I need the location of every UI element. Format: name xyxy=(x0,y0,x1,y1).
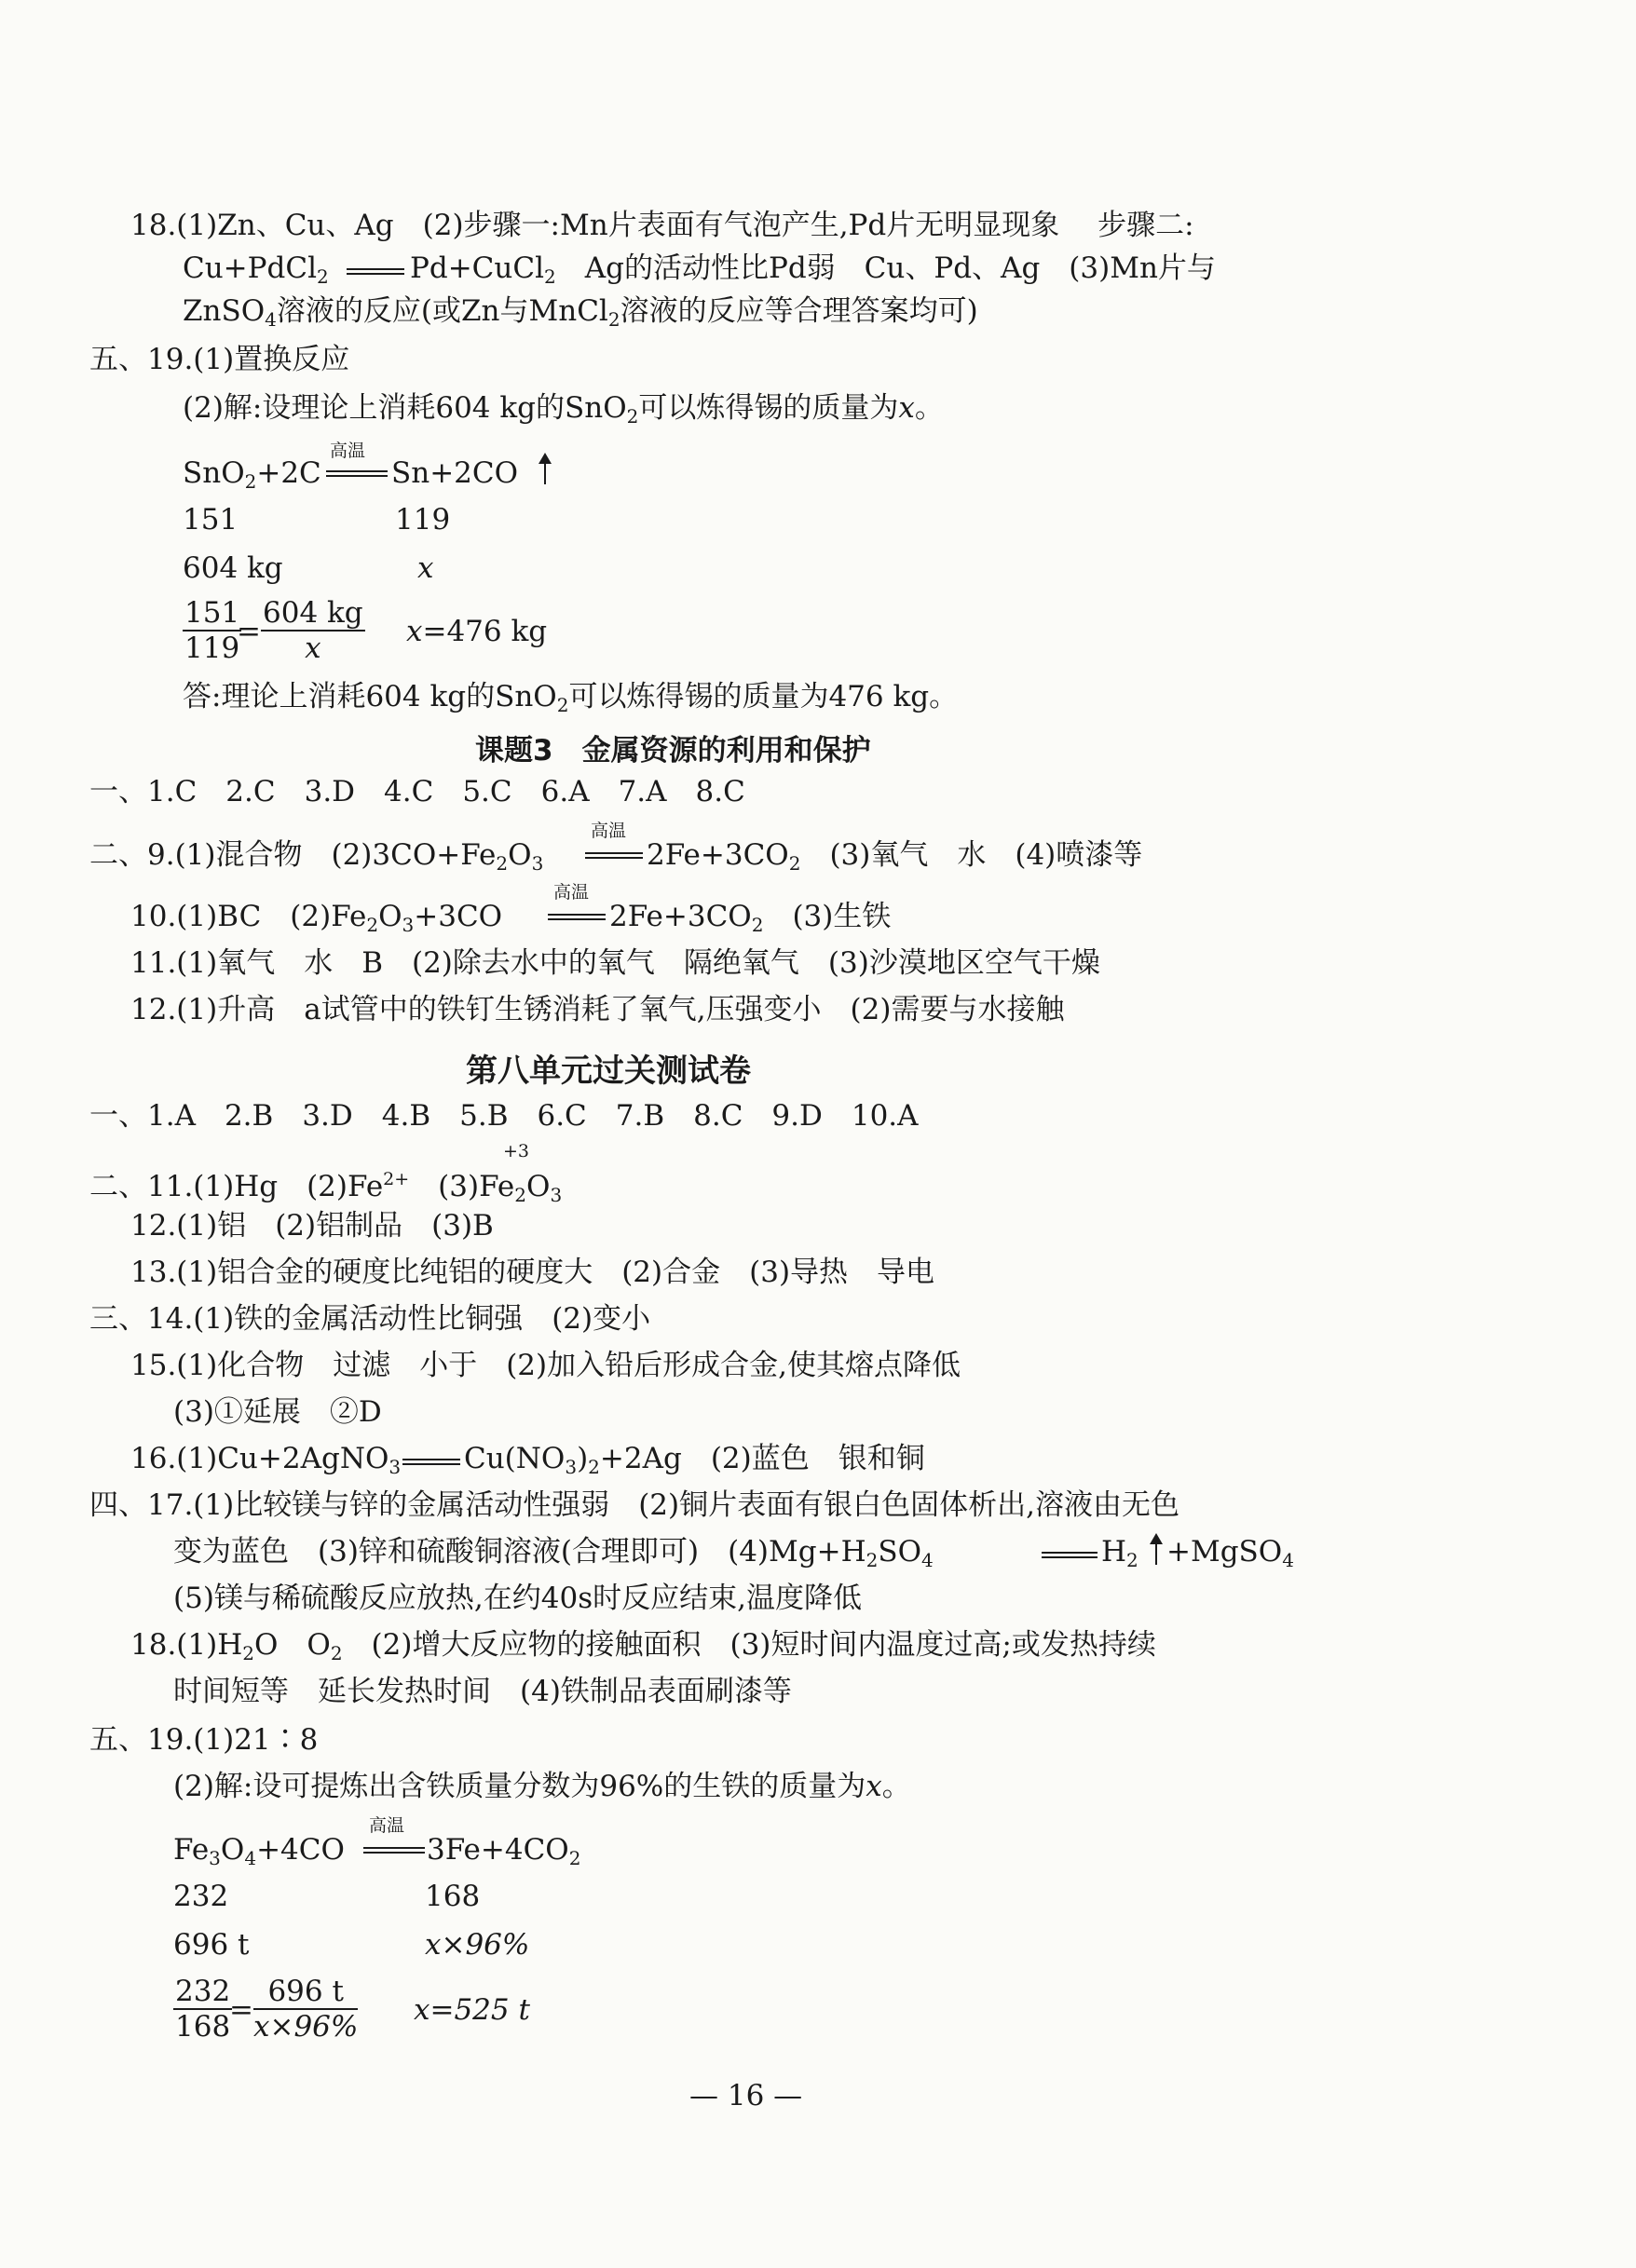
answer-line: 三、14.(1)铁的金属活动性比铜强 (2)变小 xyxy=(89,1302,651,1336)
answer-line xyxy=(647,836,1142,882)
variable: x xyxy=(305,632,321,665)
text: O xyxy=(508,838,532,872)
text: 3Fe+4CO xyxy=(427,1833,569,1867)
text: (2)解:设理论上消耗604 kg的SnO xyxy=(183,391,627,425)
answer-line: 一、1.C 2.C 3.D 4.C 5.C 6.A 7.A 8.C xyxy=(89,775,745,808)
text: 。 xyxy=(914,391,944,425)
answer-line xyxy=(130,1440,401,1486)
text: 五、19.(1)置换反应 xyxy=(89,343,350,376)
text: Cu(NO xyxy=(464,1442,566,1475)
answer-line xyxy=(1166,1533,1294,1579)
text: ) xyxy=(577,1442,589,1475)
text: H xyxy=(1101,1535,1127,1569)
gas-arrow xyxy=(544,462,546,484)
gas-arrow xyxy=(1155,1542,1157,1565)
subscript: 2 xyxy=(556,694,569,716)
answer-line: 15.(1)化合物 过滤 小于 (2)加入铅后形成合金,使其熔点降低 xyxy=(130,1349,961,1382)
answer-line xyxy=(173,1768,911,1805)
subscript: 2 xyxy=(317,265,329,288)
q18-line2 xyxy=(183,250,329,295)
equals: = xyxy=(229,1993,253,2027)
answer-line: (5)镁与稀硫酸反应放热,在约40s时反应结束,温度降低 xyxy=(173,1582,862,1615)
subscript: 2 xyxy=(588,1456,600,1478)
subscript: 2 xyxy=(514,1184,527,1206)
text: O xyxy=(220,1833,245,1867)
denominator xyxy=(261,632,365,665)
valence-mark: +3 xyxy=(503,1141,530,1161)
text: 可以炼得锡的质量为476 kg。 xyxy=(568,680,959,713)
equals: = xyxy=(237,615,261,648)
subscript: 2 xyxy=(366,914,379,936)
text: =476 kg xyxy=(422,615,548,648)
subscript: 3 xyxy=(389,1456,402,1478)
page-number: — 16 — xyxy=(689,2079,803,2112)
condition-high-temp: 高温 xyxy=(369,1815,405,1836)
equals-sign xyxy=(585,852,643,859)
q19-label xyxy=(89,341,349,378)
subscript: 4 xyxy=(1282,1549,1294,1571)
text: 2Fe+3CO xyxy=(609,900,752,933)
subscript: 2 xyxy=(242,1642,254,1664)
sn-answer xyxy=(183,678,958,724)
subscript: 4 xyxy=(921,1549,934,1571)
equals-sign xyxy=(402,1459,460,1465)
q18-line3 xyxy=(183,292,978,338)
text: 溶液的反应等合理答案均可) xyxy=(620,294,978,328)
answer-line: 五、19.(1)21∶8 xyxy=(89,1723,319,1757)
result: x=525 t xyxy=(414,1993,530,2027)
q18-line2b xyxy=(410,250,1216,295)
subscript: 4 xyxy=(265,308,277,331)
text: 。 xyxy=(881,1770,911,1803)
equals-sign xyxy=(347,268,404,275)
denominator: x×96% xyxy=(253,2010,359,2044)
numerator: 151 xyxy=(184,596,240,630)
subscript: 3 xyxy=(209,1847,221,1869)
answer-line: 12.(1)升高 a试管中的铁钉生锈消耗了氧气,压强变小 (2)需要与水接触 xyxy=(130,993,1065,1026)
unit-heading: 第八单元过关测试卷 xyxy=(466,1053,751,1090)
molar-mass: 232 xyxy=(173,1880,229,1913)
text: SO xyxy=(878,1535,921,1569)
text: +MgSO xyxy=(1166,1535,1283,1569)
ratio-fraction xyxy=(173,1975,232,2044)
answer-line: 四、17.(1)比较镁与锌的金属活动性强弱 (2)铜片表面有银白色固体析出,溶液由无色 xyxy=(89,1488,1179,1522)
text: SnO xyxy=(183,456,245,490)
q19-part2 xyxy=(183,389,944,435)
text: 溶液的反应(或Zn与MnCl xyxy=(276,294,608,328)
text: Sn+2CO xyxy=(391,456,519,490)
answer-line xyxy=(130,898,502,944)
subscript: 2 xyxy=(788,852,801,875)
given-mass: 604 kg xyxy=(183,551,283,585)
equals-sign xyxy=(326,470,388,477)
answer-line xyxy=(130,1626,1156,1672)
text: (3) xyxy=(409,1170,480,1203)
answer-line xyxy=(173,1533,934,1579)
text: +2C xyxy=(256,456,321,490)
answer-line: 11.(1)氧气 水 B (2)除去水中的氧气 隔绝氧气 (3)沙漠地区空气干燥 xyxy=(130,946,1100,980)
answer-line: 12.(1)铝 (2)铝制品 (3)B xyxy=(130,1209,494,1243)
subscript: 3 xyxy=(550,1184,563,1206)
text: (2)增大反应物的接触面积 (3)短时间内温度过高;或发热持续 xyxy=(342,1628,1156,1662)
answer-line xyxy=(464,1440,925,1486)
text: Fe xyxy=(173,1833,210,1867)
subscript: 2 xyxy=(244,470,257,493)
equals-sign xyxy=(1042,1552,1097,1558)
text: +4CO xyxy=(256,1833,345,1867)
answer-line xyxy=(609,898,891,944)
text: 16.(1)Cu+2AgNO xyxy=(130,1442,389,1475)
text: 可以炼得锡的质量为 xyxy=(638,391,899,425)
section-heading: 课题3 金属资源的利用和保护 xyxy=(475,734,871,767)
answer-line: 13.(1)铝合金的硬度比纯铝的硬度大 (2)合金 (3)导热 导电 xyxy=(130,1256,935,1289)
answer-line: 时间短等 延长发热时间 (4)铁制品表面刷漆等 xyxy=(173,1675,792,1708)
text: 答:理论上消耗604 kg的SnO xyxy=(183,680,557,713)
superscript: 2+ xyxy=(383,1169,410,1189)
text: ZnSO xyxy=(183,294,266,328)
q18-line1 xyxy=(130,207,1194,244)
condition-high-temp: 高温 xyxy=(591,821,627,841)
result xyxy=(406,613,547,650)
text: 2Fe+3CO xyxy=(647,838,789,872)
condition-high-temp: 高温 xyxy=(330,441,366,461)
subscript: 2 xyxy=(496,852,509,875)
sn-equation-right xyxy=(391,455,518,492)
answer-line: (3)①延展 ②D xyxy=(173,1395,382,1429)
text: 18.(1)Zn、Cu、Ag (2)步骤一:Mn片表面有气泡产生,Pd片无明显现象 步骤二: xyxy=(130,209,1194,242)
text: 变为蓝色 (3)锌和硫酸铜溶液(合理即可) (4)Mg+H xyxy=(173,1535,866,1569)
text: 二、11.(1)Hg (2)Fe xyxy=(89,1170,384,1203)
subscript: 3 xyxy=(565,1456,578,1478)
numerator: 696 t xyxy=(253,1975,358,2010)
ratio-fraction xyxy=(183,596,241,665)
text: O O xyxy=(253,1628,331,1662)
equals-sign xyxy=(548,914,606,920)
text: Ag的活动性比Pd弱 Cu、Pd、Ag (3)Mn片与 xyxy=(555,251,1216,285)
text: +3CO xyxy=(414,900,503,933)
text: (2)解:设可提炼出含铁质量分数为96%的生铁的质量为 xyxy=(173,1770,866,1803)
variable: x xyxy=(417,551,434,585)
answer-line xyxy=(1101,1533,1138,1579)
text: (3)生铁 xyxy=(763,900,892,933)
text: (3)氧气 水 (4)喷漆等 xyxy=(800,838,1143,872)
text: 18.(1)H xyxy=(130,1628,243,1662)
condition-high-temp: 高温 xyxy=(553,882,590,903)
subscript: 2 xyxy=(751,914,764,936)
ratio-fraction xyxy=(253,1975,358,2044)
text: 二、9.(1)混合物 (2)3CO+Fe xyxy=(89,838,497,872)
subscript: 2 xyxy=(330,1642,343,1664)
molar-mass: 119 xyxy=(395,503,451,536)
molar-mass: 151 xyxy=(183,503,239,536)
variable: x xyxy=(866,1770,882,1803)
answer-line xyxy=(89,1161,562,1214)
subscript: 2 xyxy=(568,1847,581,1869)
text: 10.(1)BC (2)Fe xyxy=(130,900,367,933)
text: Pd+CuCl xyxy=(410,251,544,285)
subscript: 2 xyxy=(544,265,556,288)
numerator: 604 kg xyxy=(263,596,363,630)
text: O xyxy=(378,900,402,933)
subscript: 2 xyxy=(866,1549,879,1571)
variable: x xyxy=(898,391,915,425)
denominator: 119 xyxy=(184,632,240,665)
subscript: 2 xyxy=(1126,1549,1138,1571)
subscript: 3 xyxy=(531,852,544,875)
text: O xyxy=(526,1170,551,1203)
denominator: 168 xyxy=(175,2010,231,2044)
sn-equation-left xyxy=(183,455,321,500)
answer-line: 一、1.A 2.B 3.D 4.B 5.B 6.C 7.B 8.C 9.D 10.A xyxy=(89,1099,919,1133)
unknown-mass: x×96% xyxy=(425,1928,530,1962)
numerator: 232 xyxy=(175,1975,231,2008)
ratio-fraction xyxy=(261,596,365,665)
text: Cu+PdCl xyxy=(183,251,317,285)
subscript: 4 xyxy=(244,1847,257,1869)
unknown xyxy=(417,550,433,587)
answer-line xyxy=(89,836,543,882)
text: +2Ag (2)蓝色 银和铜 xyxy=(599,1442,925,1475)
subscript: 3 xyxy=(402,914,415,936)
text: Fe xyxy=(479,1170,515,1203)
fe-equation-right xyxy=(427,1831,580,1877)
subscript: 2 xyxy=(607,308,620,331)
fe-equation-left xyxy=(173,1831,345,1877)
subscript: 2 xyxy=(626,405,639,428)
variable: x xyxy=(406,615,423,648)
molar-mass: 168 xyxy=(425,1880,481,1913)
given-mass: 696 t xyxy=(173,1928,250,1962)
equals-sign xyxy=(363,1847,425,1854)
